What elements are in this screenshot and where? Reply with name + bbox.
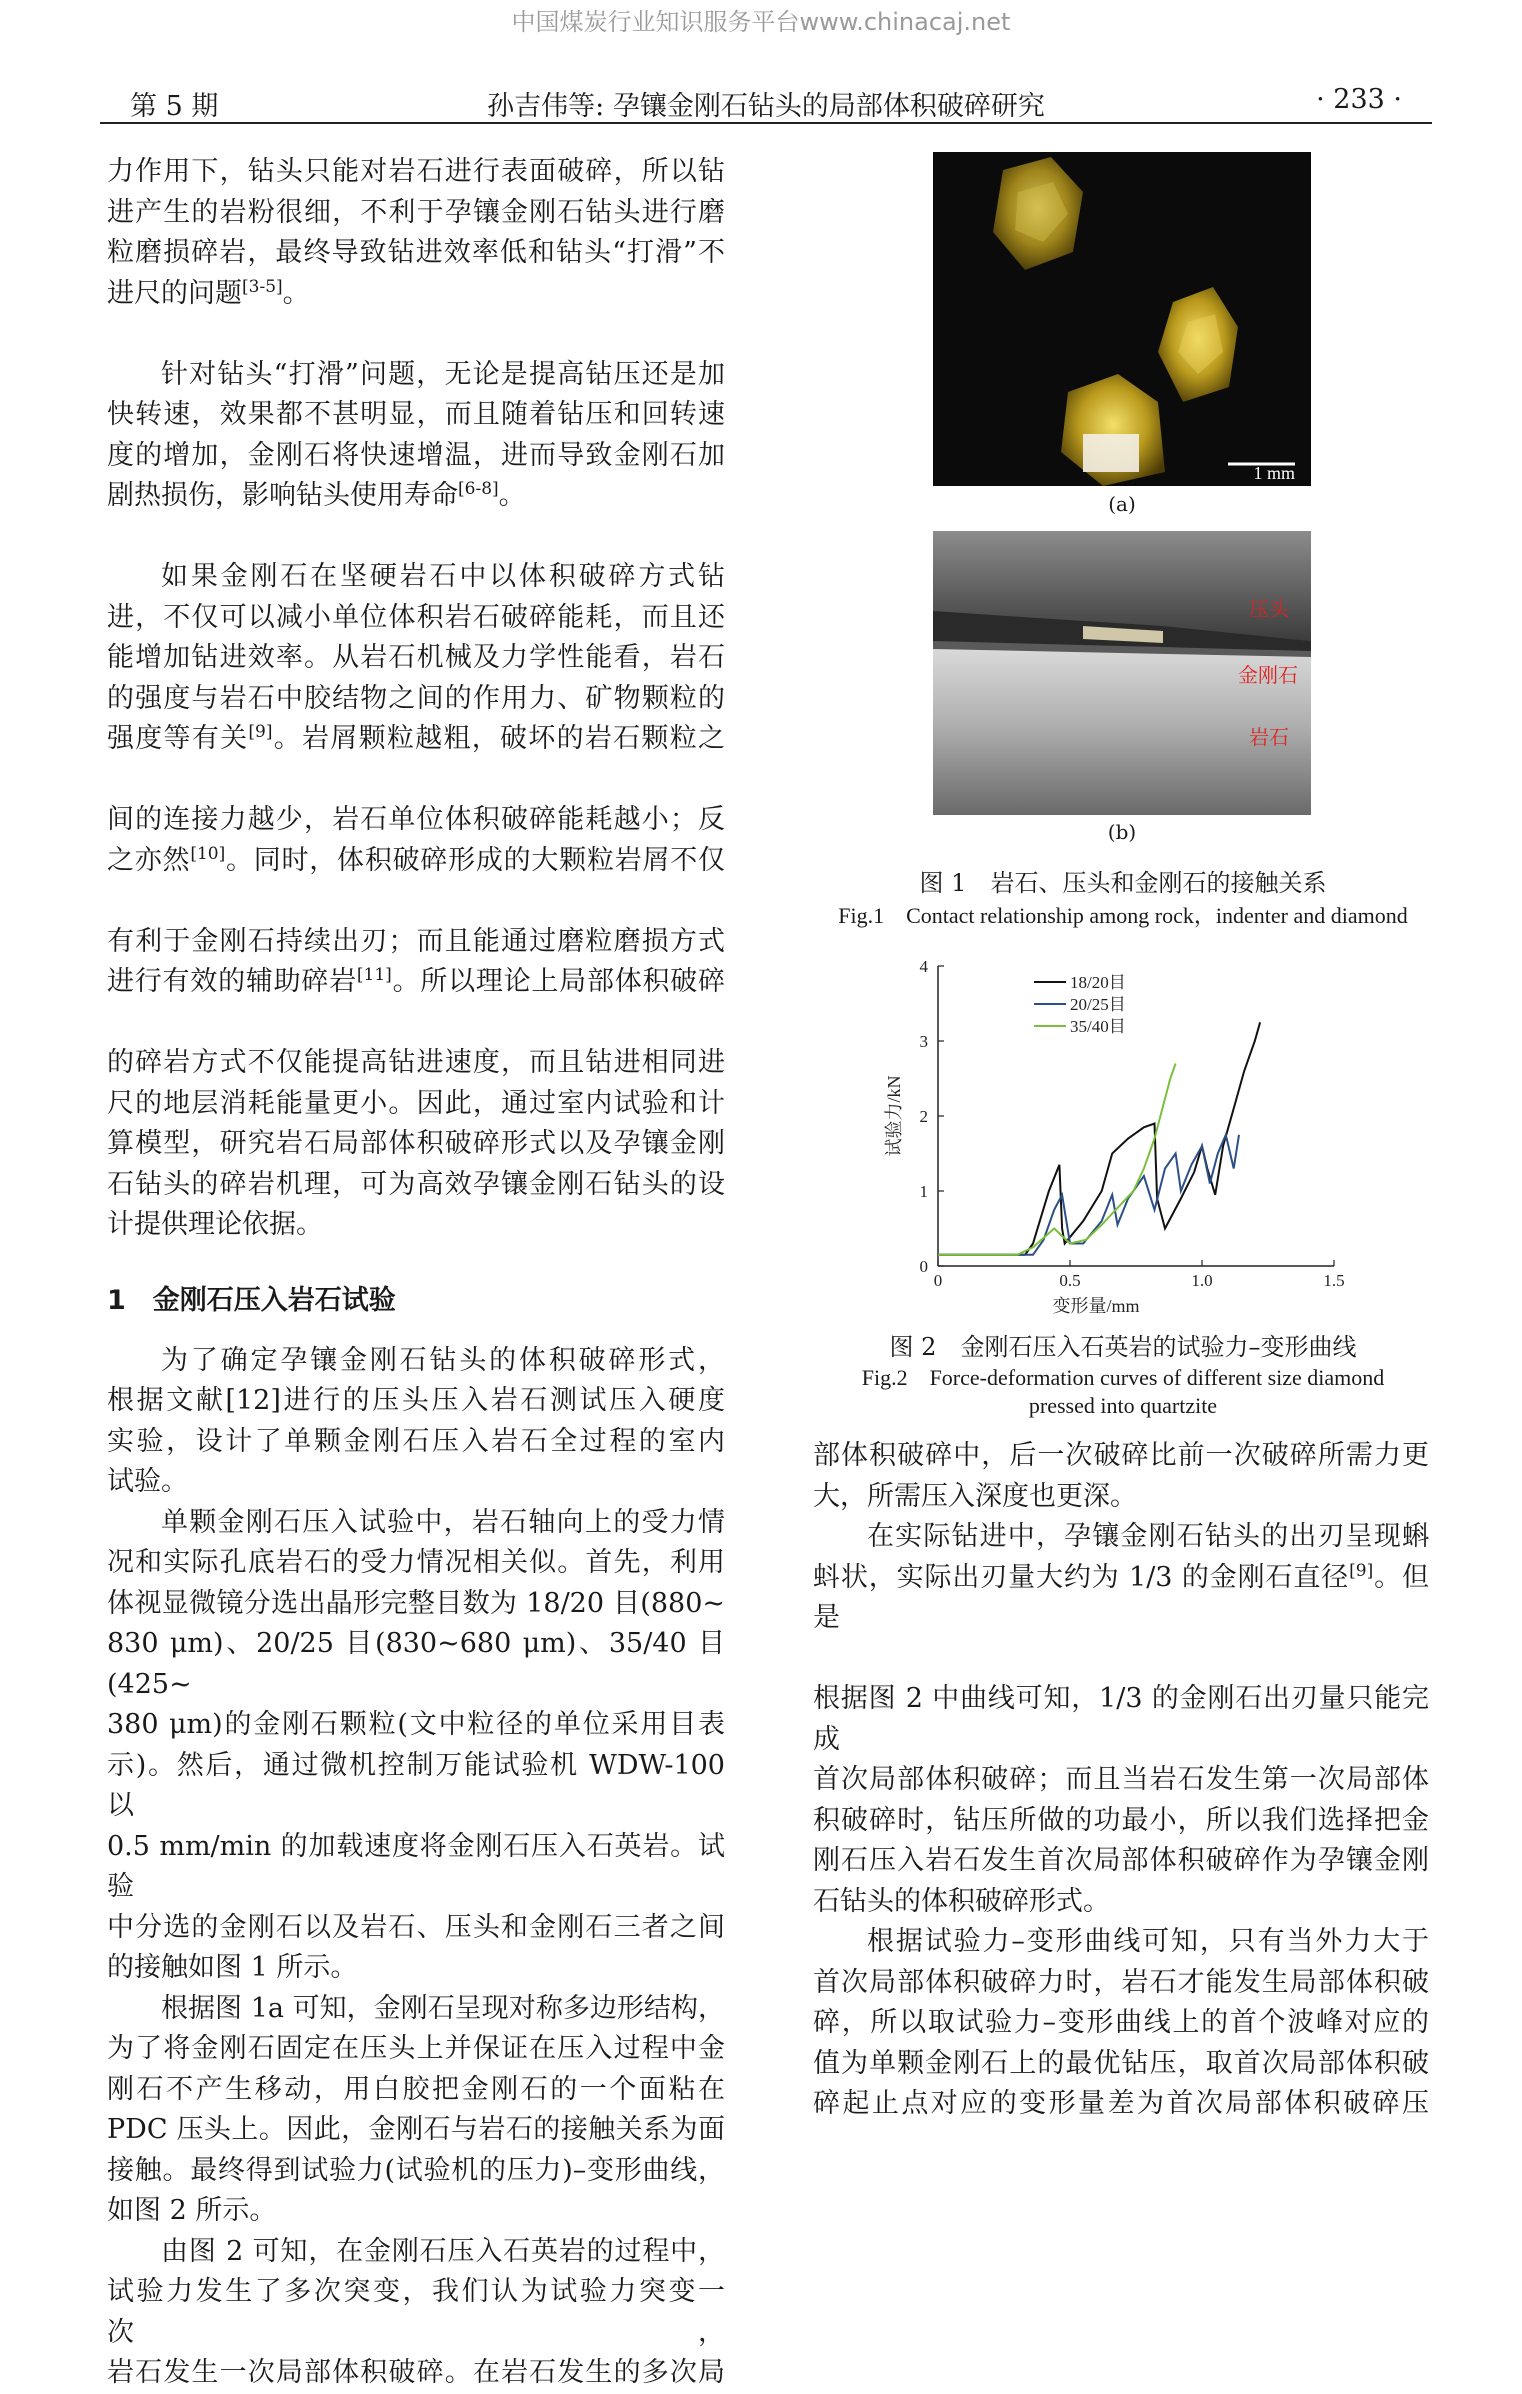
- text-line: 如果金刚石在坚硬岩石中以体积破碎方式钻: [161, 561, 725, 592]
- figure-2-caption-cn: 图 2 金刚石压入石英岩的试验力–变形曲线: [889, 1333, 1357, 1361]
- section-heading: 1 金刚石压入岩石试验: [107, 1284, 396, 1316]
- y-tick-label: 3: [919, 1032, 928, 1051]
- text-line: 进行有效的辅助碎岩[11]。所以理论上局部体积破碎: [107, 965, 726, 997]
- issue-number: 第 5 期: [130, 91, 219, 122]
- text-line: 尺的地层消耗能量更小。因此，通过室内试验和计: [107, 1087, 725, 1119]
- left-column: [107, 152, 725, 2394]
- figure-1a-label: (a): [1108, 492, 1136, 516]
- text-line: 能增加钻进效率。从岩石机械及力学性能看，岩石: [107, 642, 725, 673]
- watermark: 中国煤炭行业知识服务平台www.chinacaj.net: [511, 8, 1011, 36]
- scale-bar-label: 1 mm: [1253, 463, 1295, 483]
- text-line: 0.5 mm/min 的加载速度将金刚石压入石英岩。试验: [107, 1830, 725, 1902]
- figure-1-caption-cn: 图 1 岩石、压头和金刚石的接触关系: [919, 869, 1327, 897]
- y-axis-label: 试验力/kN: [884, 1075, 904, 1157]
- force-deformation-chart: [880, 950, 1350, 1320]
- citation: [6-8]: [458, 479, 499, 499]
- text-line: 进产生的岩粉很细，不利于孕镶金刚石钻头进行磨: [107, 196, 725, 228]
- text-line: 剧热损伤，影响钻头使用寿命[6-8]。: [107, 479, 526, 511]
- text-line: 为了确定孕镶金刚石钻头的体积破碎形式，: [161, 1344, 725, 1376]
- text-line: 算模型，研究岩石局部体积破碎形式以及孕镶金刚: [107, 1128, 725, 1159]
- text-line: 值为单颗金刚石上的最优钻压，取首次局部体积破: [813, 2047, 1429, 2079]
- paragraph-r3: [813, 1922, 1429, 2125]
- y-tick-label: 1: [919, 1182, 928, 1201]
- paragraph-4: [107, 1341, 725, 1503]
- text-line: 针对钻头“打滑”问题，无论是提高钻压还是加: [161, 358, 725, 390]
- text-line: 石钻头的碎岩机理，可为高效孕镶金刚石钻头的设: [107, 1168, 725, 1200]
- text-line: 进尺的问题[3-5]。: [107, 276, 310, 309]
- text-line: 力作用下，钻头只能对岩石进行表面破碎，所以钻: [107, 156, 725, 187]
- figure-1-caption-en: Fig.1 Contact relationship among rock，indenter and diamond: [838, 903, 1408, 928]
- text-line: 碎起止点对应的变形量差为首次局部体积破碎压: [813, 2088, 1429, 2119]
- figure-2-caption-en-1: Fig.2 Force-deformation curves of different size diamond: [861, 1365, 1385, 1390]
- text-line: 根据图 2 中曲线可知，1/3 的金刚石出刃量只能完成: [813, 1683, 1429, 1755]
- text-line: 实验，设计了单颗金刚石压入岩石全过程的室内: [107, 1425, 725, 1457]
- text-line: 在实际钻进中，孕镶金刚石钻头的出刃呈现蝌: [867, 1521, 1429, 1552]
- y-tick-label: 2: [919, 1107, 928, 1126]
- figure-1b-label: (b): [1107, 820, 1137, 844]
- citation: [9]: [248, 722, 273, 742]
- x-axis-label: 变形量/mm: [1052, 1296, 1140, 1316]
- legend-label: 35/40目: [1070, 1017, 1126, 1036]
- text-line: PDC 压头上。因此，金刚石与岩石的接触关系为面: [107, 2114, 725, 2145]
- paragraph-2: [107, 355, 725, 558]
- legend-label: 18/20目: [1070, 973, 1126, 992]
- paragraph-6: [107, 1989, 725, 2232]
- text-line: 为了将金刚石固定在压头上并保证在压入过程中金: [107, 2033, 725, 2064]
- paragraph-5: [107, 1503, 725, 1989]
- text-line: 岩石发生一次局部体积破碎。在岩石发生的多次局: [107, 2357, 725, 2388]
- text-line: 380 μm)的金刚石颗粒(文中粒径的单位采用目表: [107, 1709, 725, 1740]
- rock-label: 岩石: [1249, 725, 1289, 749]
- series-line-3: [938, 1064, 1176, 1255]
- text-line: 接触。最终得到试验力(试验机的压力)–变形曲线，: [107, 2154, 725, 2186]
- text-line: 示)。然后，通过微机控制万能试验机 WDW-100 以: [107, 1749, 725, 1821]
- text-line: 进，不仅可以减小单位体积岩石破碎能耗，而且还: [107, 601, 725, 633]
- text-line: 部体积破碎中，后一次破碎比前一次破碎所需力更: [813, 1440, 1429, 1471]
- paragraph-7: [107, 2232, 725, 2394]
- citation: [3-5]: [242, 276, 283, 297]
- text-line: 大，所需压入深度也更深。: [813, 1480, 1137, 1512]
- text-line: 快转速，效果都不甚明显，而且随着钻压和回转速: [107, 399, 725, 430]
- paragraph-3: [107, 557, 725, 1246]
- text-line: 有利于金刚石持续出刃；而且能通过磨粒磨损方式: [107, 925, 725, 957]
- text-line: 根据试验力–变形曲线可知，只有当外力大于: [867, 1926, 1429, 1957]
- legend-label: 20/25目: [1070, 995, 1126, 1014]
- citation: [11]: [356, 965, 392, 985]
- text-line: 如图 2 所示。: [107, 2195, 277, 2226]
- series-line-1: [938, 1022, 1260, 1255]
- text-line: 的接触如图 1 所示。: [107, 1952, 358, 1983]
- text-line: 根据文献[12]进行的压头压入岩石测试压入硬度: [107, 1385, 725, 1416]
- diamond-label: 金刚石: [1238, 663, 1298, 687]
- x-tick-label: 1.0: [1191, 1271, 1213, 1290]
- text-line: 度的增加，金刚石将快速增温，进而导致金刚石加: [107, 439, 725, 471]
- text-line: 粒磨损碎岩，最终导致钻进效率低和钻头“打滑”不: [107, 237, 725, 268]
- x-tick-label: 1.5: [1323, 1271, 1345, 1290]
- text-line: 之亦然[10]。同时，体积破碎形成的大颗粒岩屑不仅: [107, 843, 726, 876]
- indenter-label: 压头: [1249, 597, 1289, 621]
- running-header: [100, 78, 1432, 124]
- figure-2-caption-en-2: pressed into quartzite: [1028, 1393, 1218, 1418]
- text-line: 计提供理论依据。: [107, 1209, 323, 1240]
- text-line: 中分选的金刚石以及岩石、压头和金刚石三者之间: [107, 1911, 725, 1943]
- text-line: 试验。: [107, 1466, 188, 1497]
- text-line: 试验力发生了多次突变，我们认为试验力突变一次，: [107, 2276, 725, 2348]
- text-line: 由图 2 可知，在金刚石压入石英岩的过程中，: [161, 2235, 725, 2267]
- text-line: 刚石压入岩石发生首次局部体积破碎作为孕镶金刚: [813, 1845, 1429, 1876]
- text-line: 首次局部体积破碎；而且当岩石发生第一次局部体: [813, 1764, 1429, 1795]
- text-line: 的碎岩方式不仅能提高钻进速度，而且钻进相同进: [107, 1047, 725, 1078]
- text-line: 单颗金刚石压入试验中，岩石轴向上的受力情: [161, 1506, 725, 1538]
- paragraph-r2: [813, 1517, 1429, 1922]
- citation: [10]: [190, 843, 226, 864]
- page-number: · 233 ·: [1316, 84, 1402, 115]
- right-column: [813, 1436, 1429, 2125]
- text-line: 830 μm)、20/25 目(830~680 μm)、35/40 目(425~: [107, 1628, 725, 1700]
- text-line: 间的连接力越少，岩石单位体积破碎能耗越小；反: [107, 804, 725, 835]
- figure-1a-diamond-photo: [933, 152, 1311, 486]
- text-line: 刚石不产生移动，用白胶把金刚石的一个面粘在: [107, 2073, 725, 2105]
- figure-1b-contact-photo: [933, 531, 1311, 815]
- text-line: 的强度与岩石中胶结物之间的作用力、矿物颗粒的: [107, 682, 725, 714]
- text-line: 体视显微镜分选出晶形完整目数为 18/20 目(880~: [107, 1587, 725, 1619]
- x-tick-label: 0: [933, 1271, 943, 1290]
- y-tick-label: 0: [919, 1257, 928, 1276]
- text-line: 碎，所以取试验力–变形曲线上的首个波峰对应的: [813, 2007, 1429, 2038]
- text-line: 积破碎时，钻压所做的功最小，所以我们选择把金: [813, 1804, 1429, 1836]
- paragraph-r1: [813, 1436, 1429, 1517]
- diamond-crystals-image: [933, 152, 1311, 486]
- text-line: 石钻头的体积破碎形式。: [813, 1885, 1110, 1917]
- x-tick-label: 0.5: [1059, 1271, 1081, 1290]
- text-line: 根据图 1a 可知，金刚石呈现对称多边形结构，: [161, 1992, 725, 2024]
- paragraph-1: [107, 152, 725, 355]
- text-line: 强度等有关[9]。岩屑颗粒越粗，破坏的岩石颗粒之: [107, 722, 725, 754]
- text-line: 况和实际孔底岩石的受力情况相关似。首先，利用: [107, 1547, 725, 1578]
- running-title: 孙吉伟等: 孕镶金刚石钻头的局部体积破碎研究: [487, 91, 1045, 122]
- text-line: 蚪状，实际出刃量大约为 1/3 的金刚石直径[9]。但是: [813, 1560, 1430, 1633]
- citation: [9]: [1349, 1560, 1374, 1581]
- y-tick-label: 4: [919, 957, 928, 976]
- text-line: 首次局部体积破碎力时，岩石才能发生局部体积破: [813, 1966, 1429, 1998]
